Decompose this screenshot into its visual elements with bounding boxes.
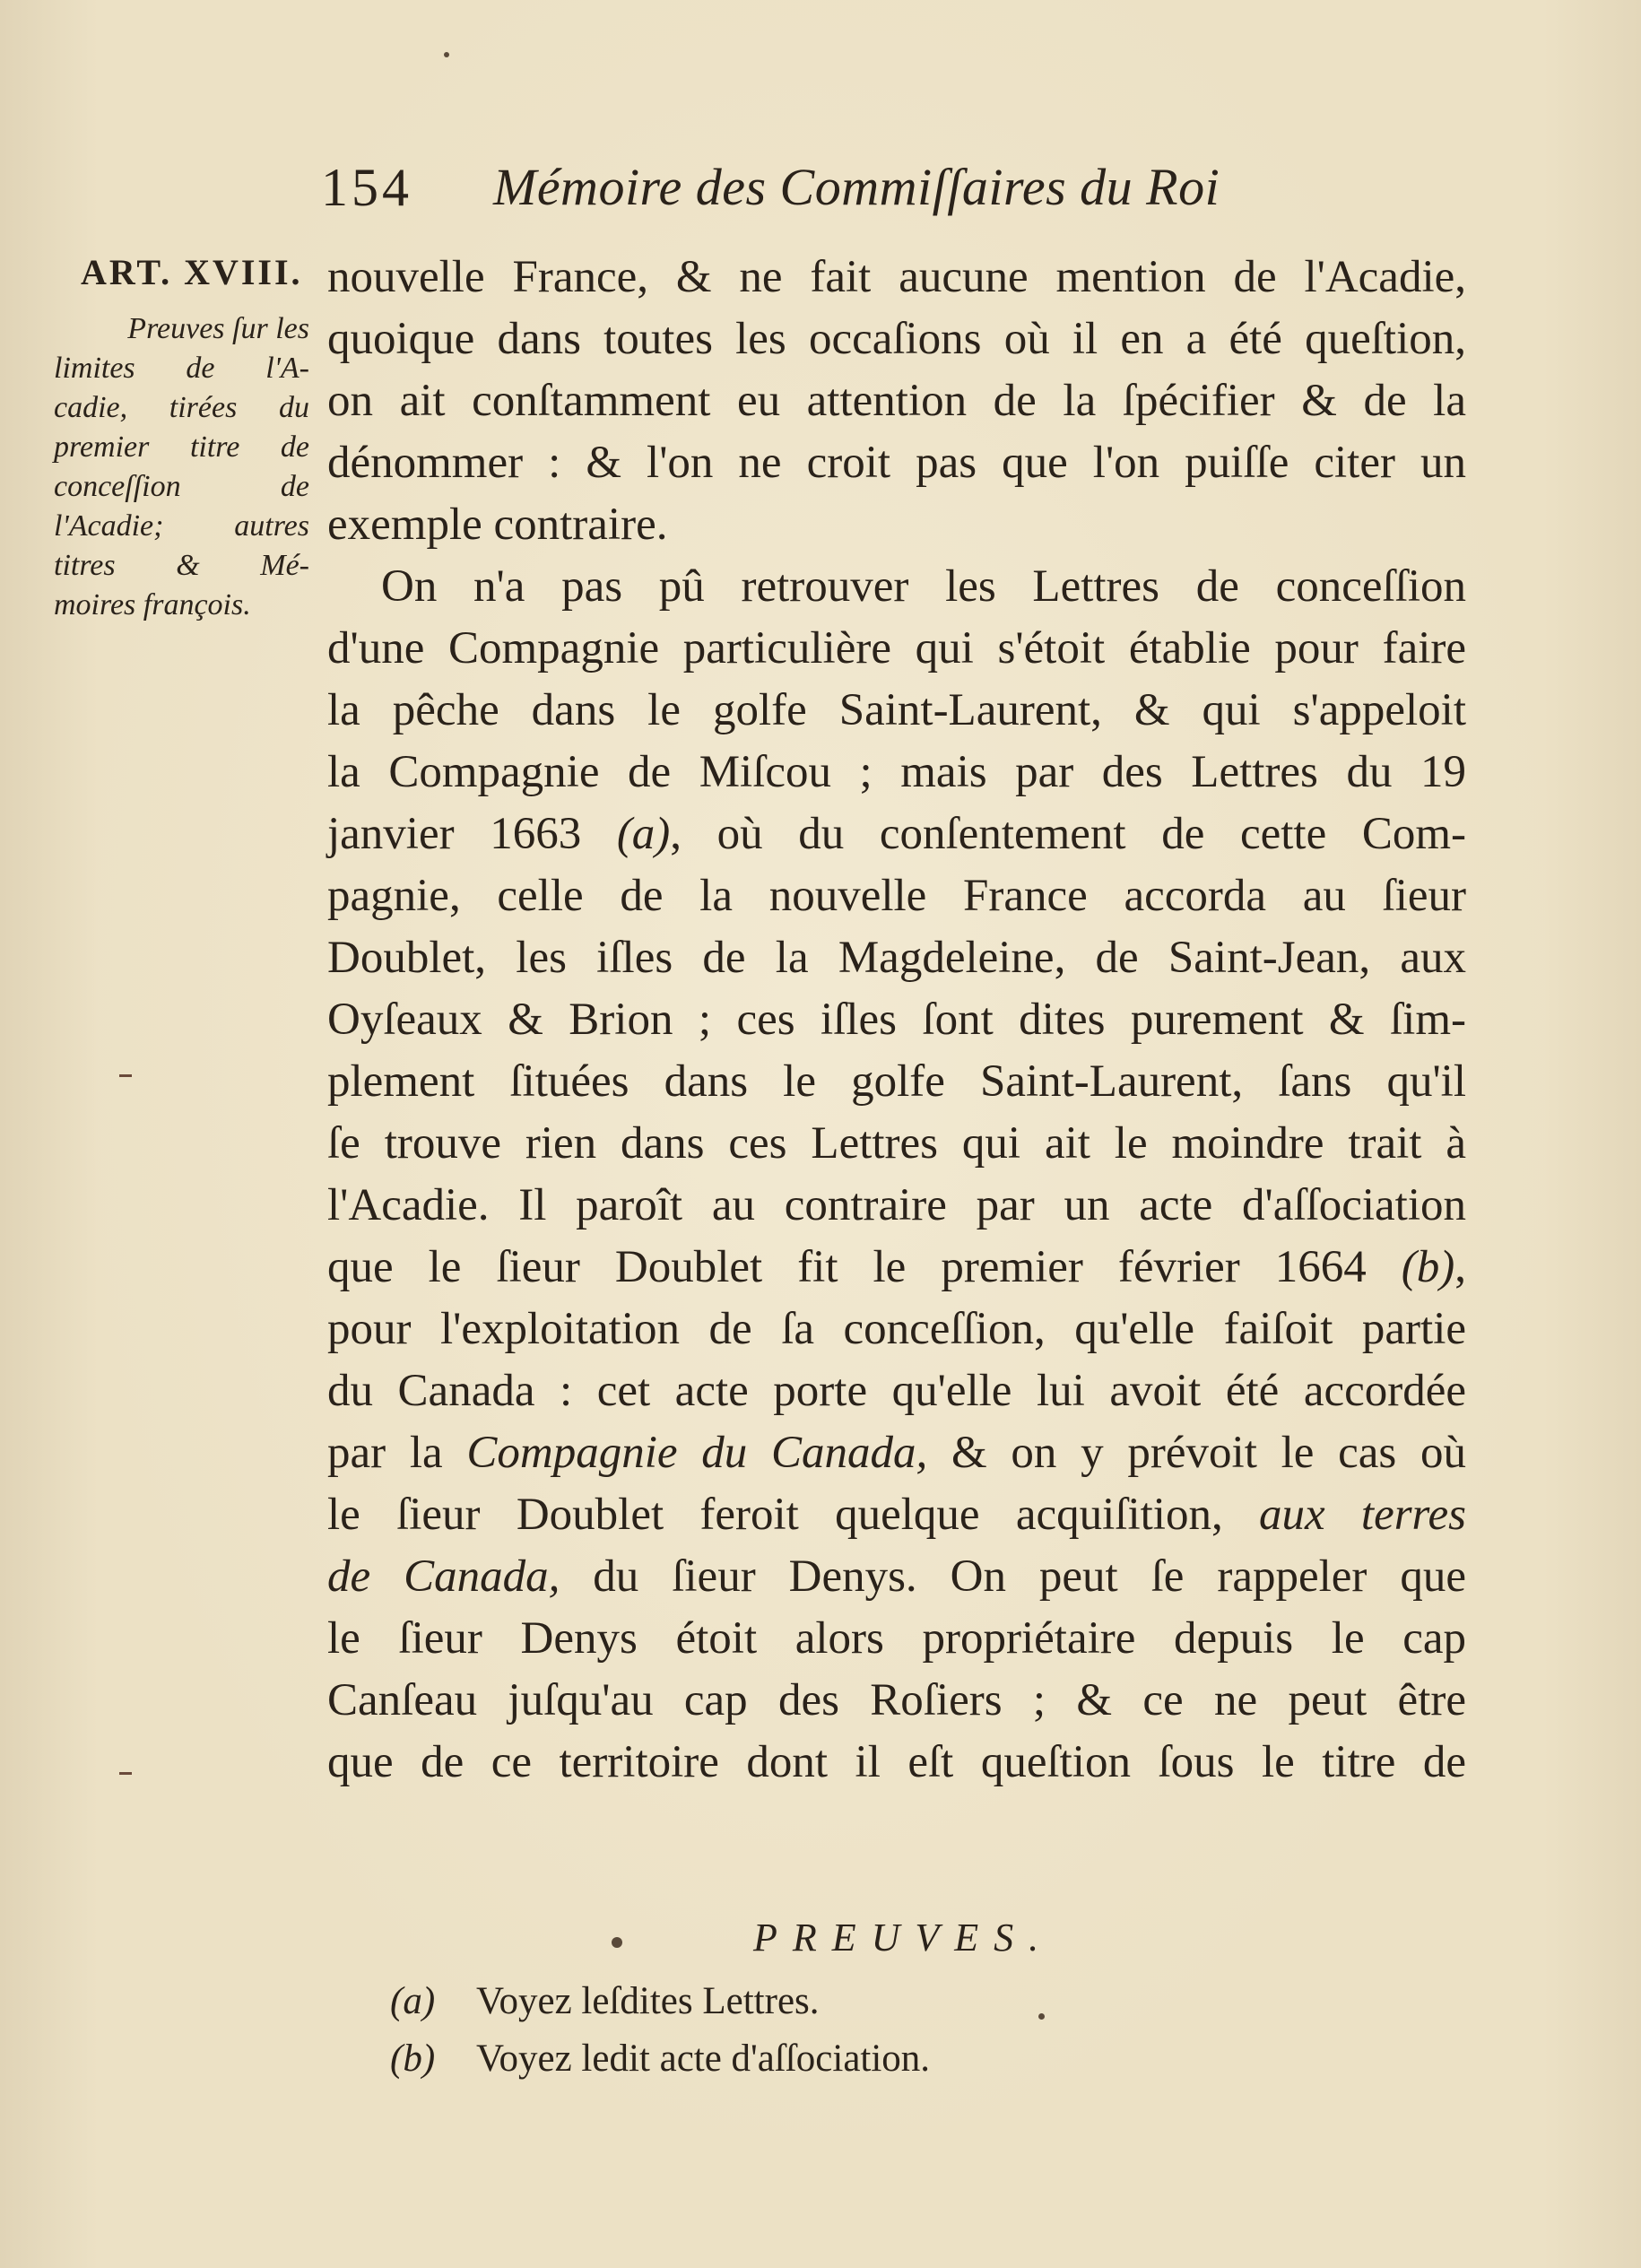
margin-note-line: cadie, tirées du bbox=[54, 391, 309, 424]
paper-speck bbox=[1038, 2013, 1045, 2020]
footnotes bbox=[390, 1973, 930, 2088]
margin-note-line: limites de l'A- bbox=[54, 352, 309, 385]
margin-note-line: conceſſion de bbox=[54, 470, 309, 503]
footnote-text: Voyez leſdites Lettres. bbox=[476, 1980, 820, 2022]
text-line: plement ſituées dans le golfe Saint-Laurent, ſans qu'il bbox=[327, 1056, 1466, 1107]
page-header bbox=[321, 157, 1316, 229]
text-line: d'une Compagnie particulière qui s'étoit établie pour faire bbox=[327, 623, 1466, 673]
margin-note-line: l'Acadie; autres bbox=[54, 509, 309, 543]
margin-mark bbox=[119, 1074, 132, 1077]
text-line: Canſeau juſqu'au cap des Roſiers ; & ce ne peut être bbox=[327, 1675, 1466, 1725]
text-line: On n'a pas pû retrouver les Lettres de conceſſion bbox=[381, 561, 1466, 612]
margin-note-line: moires françois. bbox=[54, 588, 251, 621]
running-title: Mémoire des Commiſſaires du Roi bbox=[493, 158, 1220, 216]
text-line: le ſieur Doublet feroit quelque acquiſition, aux terres bbox=[327, 1490, 1466, 1540]
text-line: Oyſeaux & Brion ; ces iſles ſont dites purement & ſim- bbox=[327, 995, 1466, 1045]
text-line: du Canada : cet acte porte qu'elle lui avoit été accordée bbox=[327, 1366, 1466, 1416]
text-line: de Canada, du ſieur Denys. On peut ſe rappeler que bbox=[327, 1551, 1466, 1602]
footnote-mark: (a) bbox=[390, 1980, 436, 2022]
text-line: dénommer : & l'on ne croit pas que l'on puiſſe citer un bbox=[327, 438, 1466, 488]
footnote-mark: (b) bbox=[390, 2038, 436, 2080]
footnote bbox=[390, 2030, 930, 2088]
margin-note-line: titres & Mé- bbox=[54, 549, 309, 582]
body-text bbox=[327, 247, 1466, 1794]
text-line: nouvelle France, & ne fait aucune mention de l'Acadie, bbox=[327, 252, 1466, 302]
paper-speck bbox=[612, 1937, 622, 1948]
text-line: la pêche dans le golfe Saint-Laurent, & qui s'appeloit bbox=[327, 685, 1466, 735]
text-line: Doublet, les iſles de la Magdeleine, de Saint-Jean, aux bbox=[327, 933, 1466, 983]
text-line: quoique dans toutes les occaſions où il en a été queſtion, bbox=[327, 314, 1466, 364]
text-line: janvier 1663 (a), où du conſentement de cette Com- bbox=[327, 809, 1466, 859]
text-line: que de ce territoire dont il eſt queſtion ſous le titre de bbox=[327, 1737, 1466, 1787]
text-line: exemple contraire. bbox=[327, 500, 668, 550]
footnote-text: Voyez ledit acte d'aſſociation. bbox=[476, 2038, 931, 2080]
proofs-heading: PREUVES. bbox=[753, 1916, 1055, 1960]
text-line: le ſieur Denys étoit alors propriétaire depuis le cap bbox=[327, 1613, 1466, 1664]
margin-note-line: premier titre de bbox=[54, 430, 309, 464]
paper-speck bbox=[444, 52, 449, 57]
text-line: ſe trouve rien dans ces Lettres qui ait le moindre trait à bbox=[327, 1118, 1466, 1169]
text-line: pagnie, celle de la nouvelle France accorda au ſieur bbox=[327, 871, 1466, 921]
text-line: par la Compagnie du Canada, & on y prévoit le cas où bbox=[327, 1428, 1466, 1478]
text-line: la Compagnie de Miſcou ; mais par des Lettres du 19 bbox=[327, 747, 1466, 797]
margin-mark bbox=[119, 1772, 132, 1775]
margin-article-label: ART. XVIII. bbox=[81, 252, 303, 292]
margin-note bbox=[54, 309, 309, 625]
footnote bbox=[390, 1973, 930, 2030]
text-line: que le ſieur Doublet fit le premier février 1664 (b), bbox=[327, 1242, 1466, 1292]
text-line: on ait conſtamment eu attention de la ſpécifier & de la bbox=[327, 376, 1466, 426]
text-line: l'Acadie. Il paroît au contraire par un acte d'aſſociation bbox=[327, 1180, 1466, 1230]
margin-note-line: Preuves ſur les bbox=[127, 312, 309, 345]
text-line: pour l'exploitation de ſa conceſſion, qu'elle faiſoit partie bbox=[327, 1304, 1466, 1354]
page-number: 154 bbox=[321, 158, 412, 217]
